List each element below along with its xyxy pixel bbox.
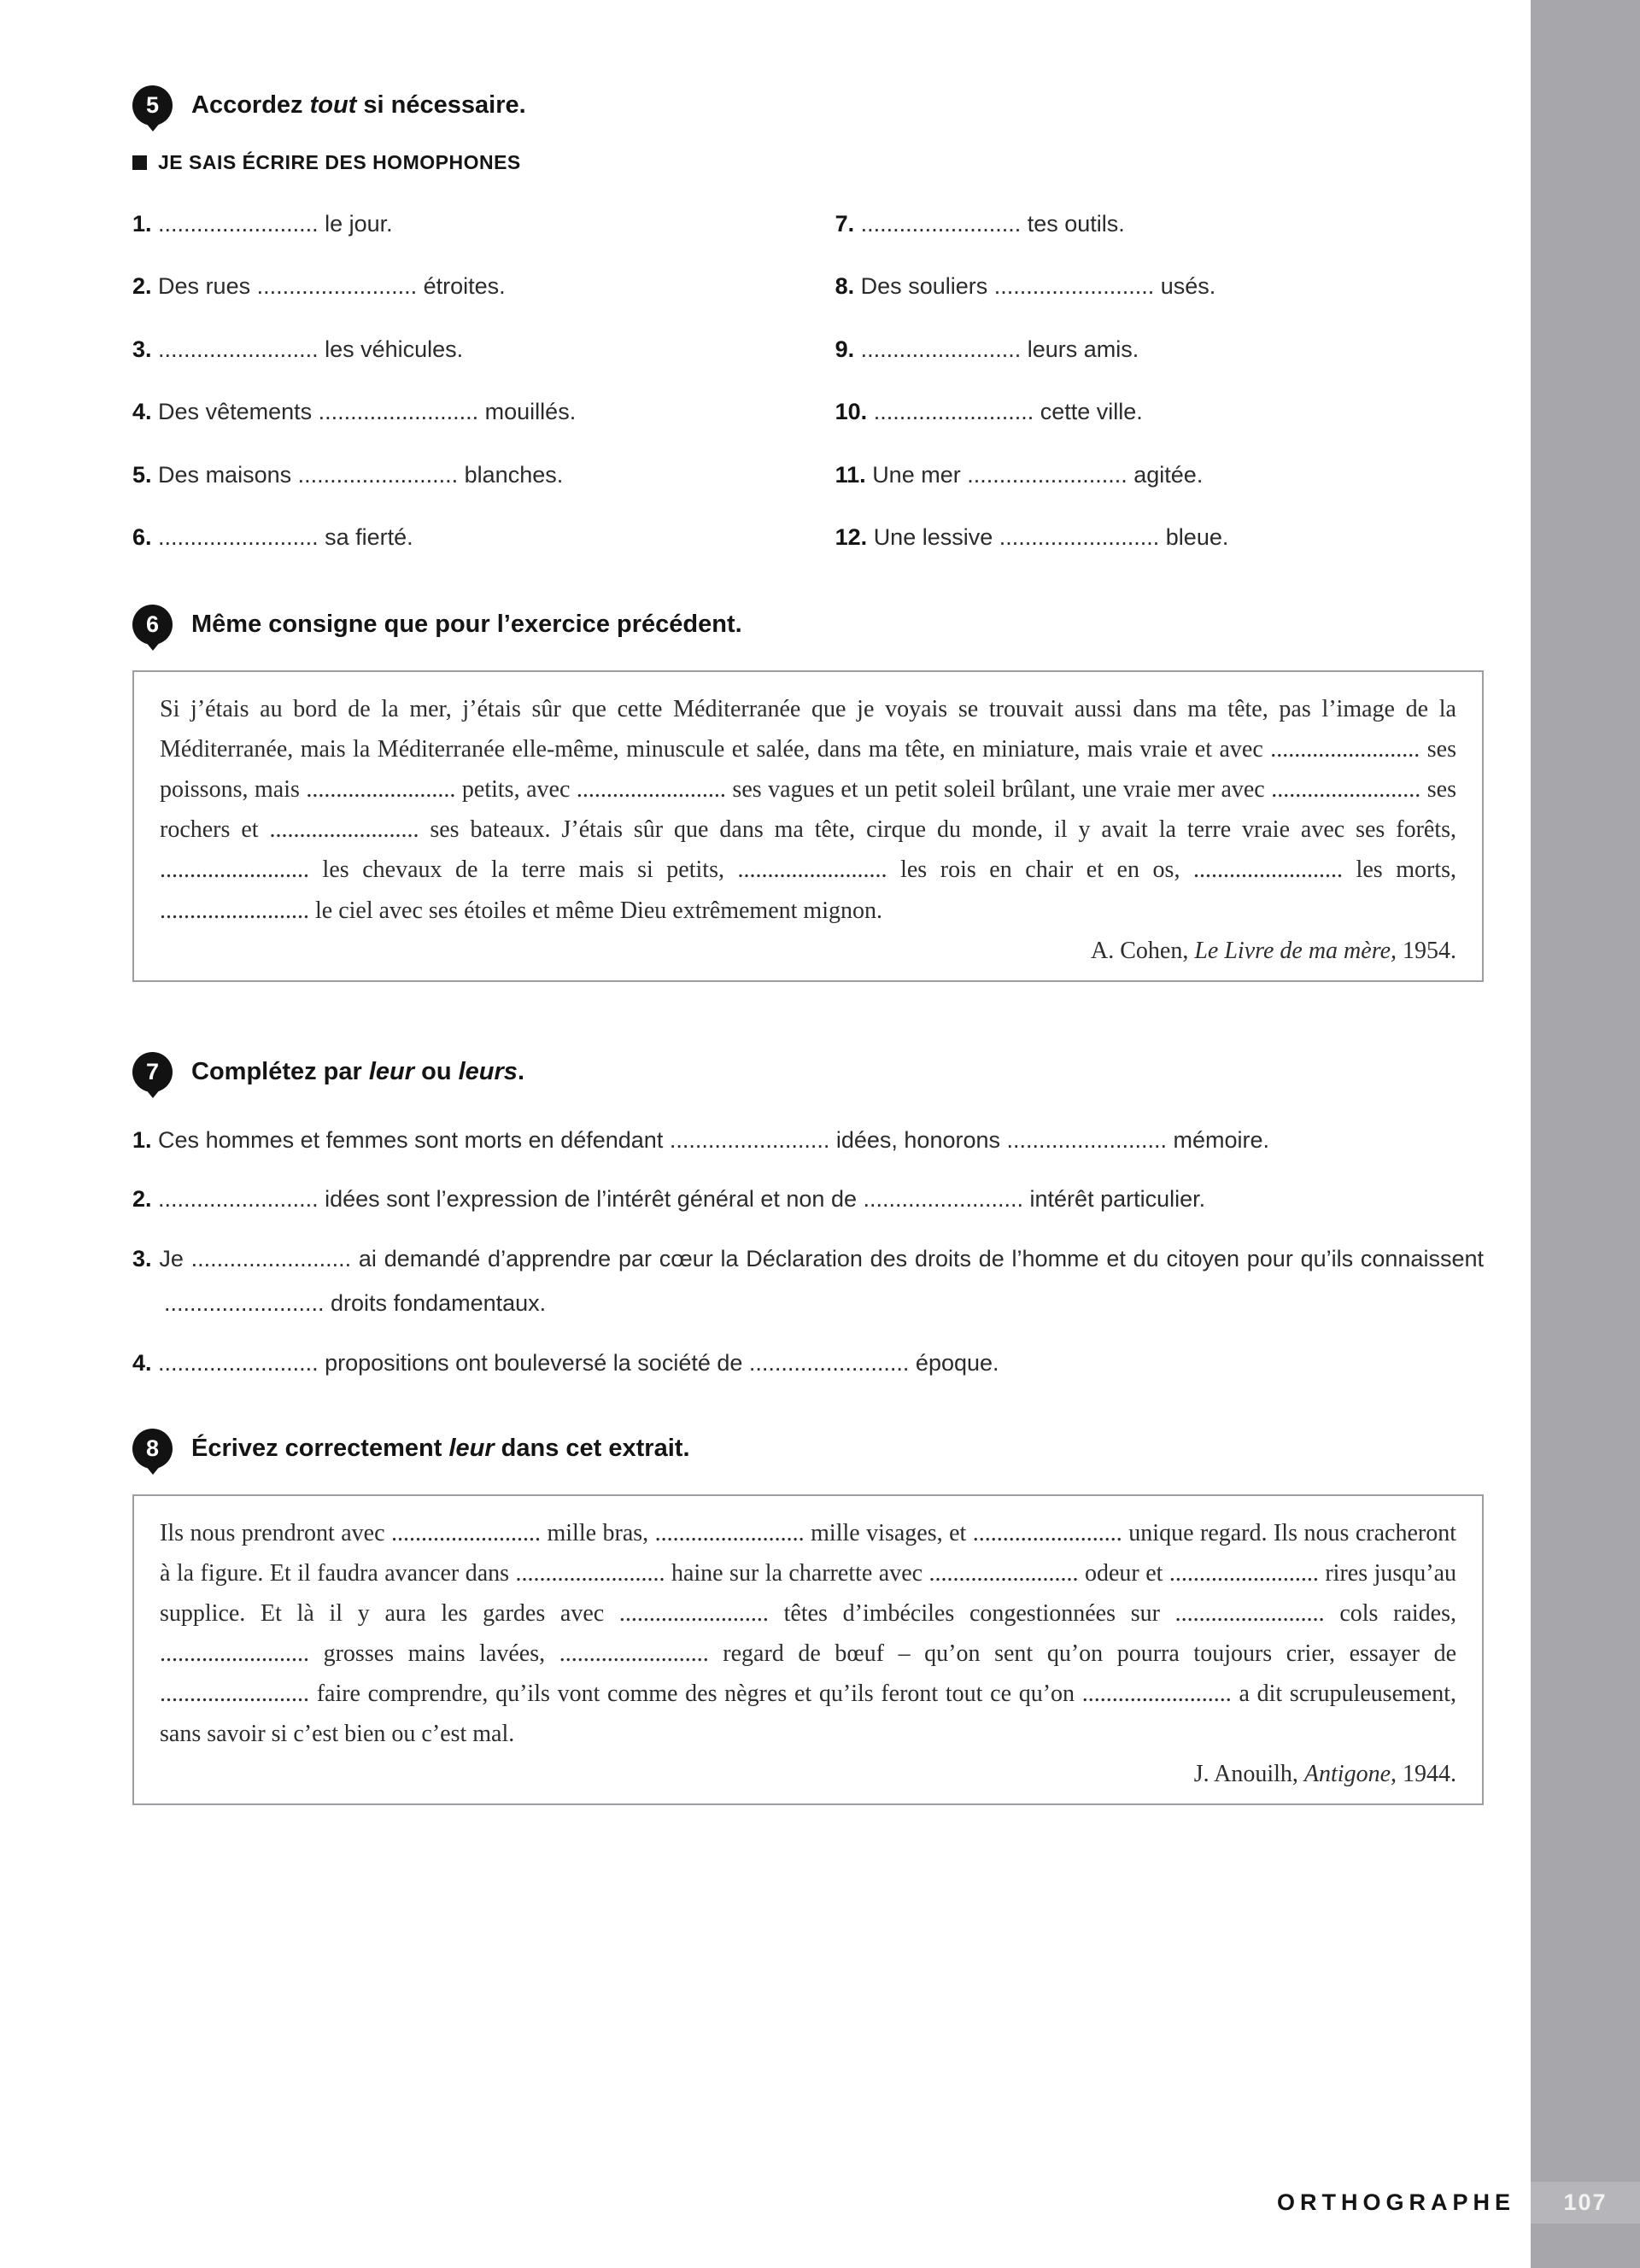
exercise-6-badge	[132, 605, 173, 645]
exercise-7-number: 7	[145, 1058, 160, 1084]
exercise-8-badge	[132, 1429, 173, 1469]
exercise-5-badge	[132, 85, 173, 126]
skill-subtitle	[132, 151, 1484, 174]
fill-in-list-right	[835, 210, 1484, 586]
exercise-6-header	[132, 605, 1484, 645]
list-item: 5. Des maisons ......................... blanches.	[132, 461, 564, 488]
exercise-6-number: 6	[145, 611, 160, 638]
fill-in-list	[132, 210, 1484, 586]
list-item: 7. ......................... tes outils.	[835, 211, 1125, 237]
exercise-8	[132, 1429, 1484, 1805]
exercise-7-items	[132, 1118, 1484, 1386]
page-footer	[1277, 2182, 1640, 2224]
list-item: 10. ......................... cette ville.	[835, 399, 1143, 425]
quote-box-anouilh	[132, 1494, 1484, 1805]
exercise-6-title: Même consigne que pour l’exercice précédent.	[191, 611, 742, 639]
exercise-7-header	[132, 1052, 1484, 1092]
list-item: 2. ......................... idées sont l’expression de l’intérêt général et non de ......................... intérêt particulier.	[132, 1186, 1206, 1213]
quote-text: Ils nous prendront avec ......................... mille bras, ......................... mille visages, et ......................... unique regard. Ils nous cracheront à la figure. Et il faudra avancer dans ......................... haine sur la charrette avec ......................... odeur et ......................... rires jusqu’au supplice. Et là il y aura les gardes avec ......................... têtes d’imbéciles congestionnées sur ......................... cols raides, ......................... grosses mains lavées, ......................... regard de bœuf – qu’on sent qu’on pourra toujours crier, essayer de ......................... faire comprendre, qu’ils vont comme des nègres et qu’ils feront tout ce qu’on ......................... a dit scrupuleusement, sans savoir si c’est bien ou c’est mal.	[160, 1519, 1456, 1747]
exercise-7-badge	[132, 1052, 173, 1092]
list-item: 3. Je ......................... ai demandé d’apprendre par cœur la Déclaration des droits de l’homme et du citoyen pour qu’ils connaissent ......................... droits fondamentaux.	[132, 1245, 1484, 1317]
page-edge-band	[1531, 0, 1640, 2268]
exercise-8-title: Écrivez correctement leur dans cet extrait.	[191, 1434, 690, 1462]
list-item: 1. Ces hommes et femmes sont morts en défendant ......................... idées, honorons ......................... mémoire.	[132, 1126, 1270, 1153]
list-item: 9. ......................... leurs amis.	[835, 336, 1139, 362]
list-item: 2. Des rues ......................... étroites.	[132, 273, 506, 300]
quote-attribution: A. Cohen, Le Livre de ma mère, 1954.	[1091, 937, 1456, 964]
list-item: 4. ......................... propositions ont bouleversé la société de ......................... époque.	[132, 1350, 999, 1377]
list-item: 4. Des vêtements ......................... mouillés.	[132, 399, 577, 425]
chapter-label: ORTHOGRAPHE	[1276, 2189, 1515, 2215]
quote-text: Si j’étais au bord de la mer, j’étais sûr que cette Méditerranée que je voyais se trouvait aussi dans ma tête, pas l’image de la Méditerranée, mais la Méditerranée elle-même, minuscule et salée, dans ma tête, en miniature, mais vraie et avec ......................... ses poissons, mais ......................... petits, avec ......................... ses vagues et un petit soleil brûlant, une vraie mer avec ......................... ses rochers et ......................... ses bateaux. J’étais sûr que dans ma tête, cirque du monde, il y avait la terre vraie avec ses forêts, ......................... les chevaux de la terre mais si petits, ......................... les rois en chair et en os, ......................... les morts, ......................... le ciel avec ses étoiles et même Dieu extrêmement mignon.	[160, 696, 1456, 924]
list-item: 11. Une mer ......................... agitée.	[835, 461, 1204, 488]
list-item: 3. ......................... les véhicules.	[132, 336, 464, 362]
exercise-5-number: 5	[145, 92, 160, 118]
exercise-6	[132, 605, 1484, 981]
list-item: 1. ......................... le jour.	[132, 211, 393, 237]
square-bullet-icon	[132, 155, 147, 170]
list-item: 8. Des souliers ......................... usés.	[835, 273, 1216, 300]
fill-in-list-left	[132, 210, 835, 586]
page-content	[132, 85, 1484, 1875]
list-item: 6. ......................... sa fierté.	[132, 523, 413, 550]
exercise-5-title: Accordez tout si nécessaire.	[191, 91, 526, 119]
exercise-5	[132, 85, 1484, 586]
quote-attribution: J. Anouilh, Antigone, 1944.	[1193, 1760, 1456, 1787]
exercise-7-title: Complétez par leur ou leurs.	[191, 1057, 524, 1085]
exercise-8-number: 8	[145, 1435, 160, 1461]
page-number: 107	[1531, 2182, 1640, 2224]
skill-subtitle-label: JE SAIS ÉCRIRE DES HOMOPHONES	[158, 151, 521, 173]
quote-box-cohen	[132, 670, 1484, 981]
exercise-7	[132, 1052, 1484, 1386]
list-item: 12. Une lessive ......................... bleue.	[835, 523, 1229, 550]
exercise-5-header	[132, 85, 1484, 126]
exercise-8-header	[132, 1429, 1484, 1469]
